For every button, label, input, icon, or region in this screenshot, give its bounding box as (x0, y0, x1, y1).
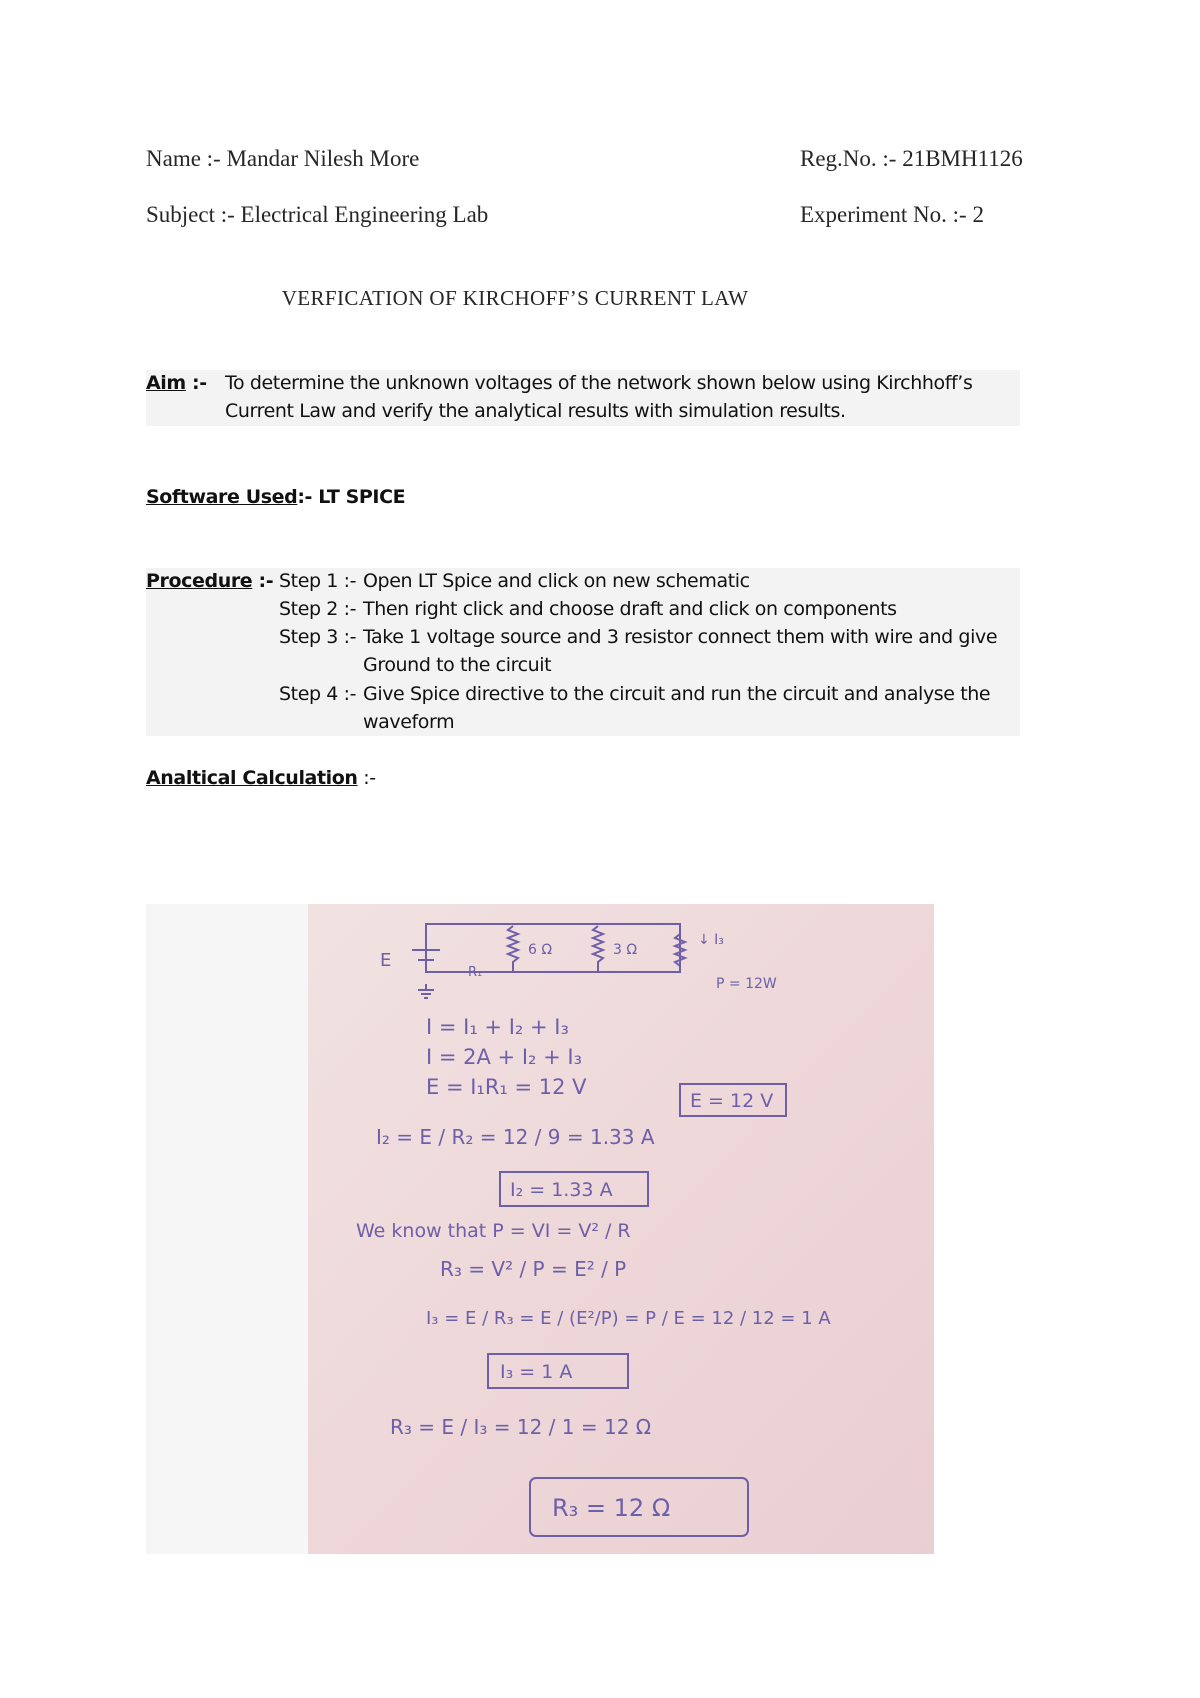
step-3-label: Step 3 :- (279, 626, 357, 648)
equation-3: E = I₁R₁ = 12 V (426, 1075, 587, 1099)
equation-5: We know that P = VI = V² / R (356, 1220, 631, 1242)
equation-1: I = I₁ + I₂ + I₃ (426, 1015, 569, 1039)
subject: Subject :- Electrical Engineering Lab (146, 202, 489, 227)
procedure-separator: :- (258, 570, 274, 592)
aim-separator: :- (192, 372, 207, 394)
equation-7: I₃ = E / R₃ = E / (E²/P) = P / E = 12 / 12 = 1 A (426, 1308, 831, 1329)
software-label: Software Used (146, 486, 298, 508)
equation-8: R₃ = E / I₃ = 12 / 1 = 12 Ω (390, 1415, 652, 1439)
circuit-3ohm-label: 3 Ω (613, 942, 638, 958)
circuit-6ohm-label: 6 Ω (528, 942, 553, 958)
aim-line-1: To determine the unknown voltages of the network shown below using Kirchhoff’s (225, 372, 973, 394)
procedure-highlight (146, 568, 1020, 736)
circuit-r1-label: R₁ (468, 965, 483, 980)
procedure-label-group (146, 570, 273, 592)
result-e: E = 12 V (690, 1090, 774, 1112)
step-4-text-line-2: waveform (363, 711, 455, 733)
circuit-power-label: P = 12W (716, 976, 777, 992)
aim-label: Aim (146, 372, 186, 394)
software-used (146, 486, 405, 508)
step-3-text-line-1: Take 1 voltage source and 3 resistor connect them with wire and give (363, 626, 998, 648)
calculation-separator: :- (357, 767, 376, 789)
equation-4: I₂ = E / R₂ = 12 / 9 = 1.33 A (376, 1125, 655, 1149)
aim-label-group (146, 372, 207, 394)
step-1-label: Step 1 :- (279, 570, 357, 592)
step-2-label: Step 2 :- (279, 598, 357, 620)
calculation-heading (146, 767, 376, 789)
circuit-current-label: ↓ I₃ (698, 932, 724, 948)
student-name: Name :- Mandar Nilesh More (146, 146, 420, 171)
result-i3: I₃ = 1 A (500, 1361, 573, 1383)
step-2-text: Then right click and choose draft and click on components (363, 598, 897, 620)
result-i2: I₂ = 1.33 A (510, 1179, 613, 1201)
calculation-label: Analtical Calculation (146, 767, 358, 789)
step-4-label: Step 4 :- (279, 683, 357, 705)
equation-2: I = 2A + I₂ + I₃ (426, 1045, 582, 1069)
software-value: :- LT SPICE (297, 486, 406, 508)
registration-number: Reg.No. :- 21BMH1126 (800, 146, 1023, 171)
aim-line-2: Current Law and verify the analytical results with simulation results. (225, 400, 846, 422)
result-r3: R₃ = 12 Ω (552, 1494, 671, 1522)
experiment-number: Experiment No. :- 2 (800, 202, 984, 227)
equation-6: R₃ = V² / P = E² / P (440, 1257, 627, 1281)
page-title: VERFICATION OF KIRCHOFF’S CURRENT LAW (281, 286, 749, 310)
step-1-text: Open LT Spice and click on new schematic (363, 570, 750, 592)
procedure-label: Procedure (146, 570, 253, 592)
step-3-text-line-2: Ground to the circuit (363, 654, 552, 676)
step-4-text-line-1: Give Spice directive to the circuit and run the circuit and analyse the (363, 683, 991, 705)
handwritten-calculation-photo (308, 904, 934, 1554)
circuit-source-label: E (380, 950, 392, 971)
